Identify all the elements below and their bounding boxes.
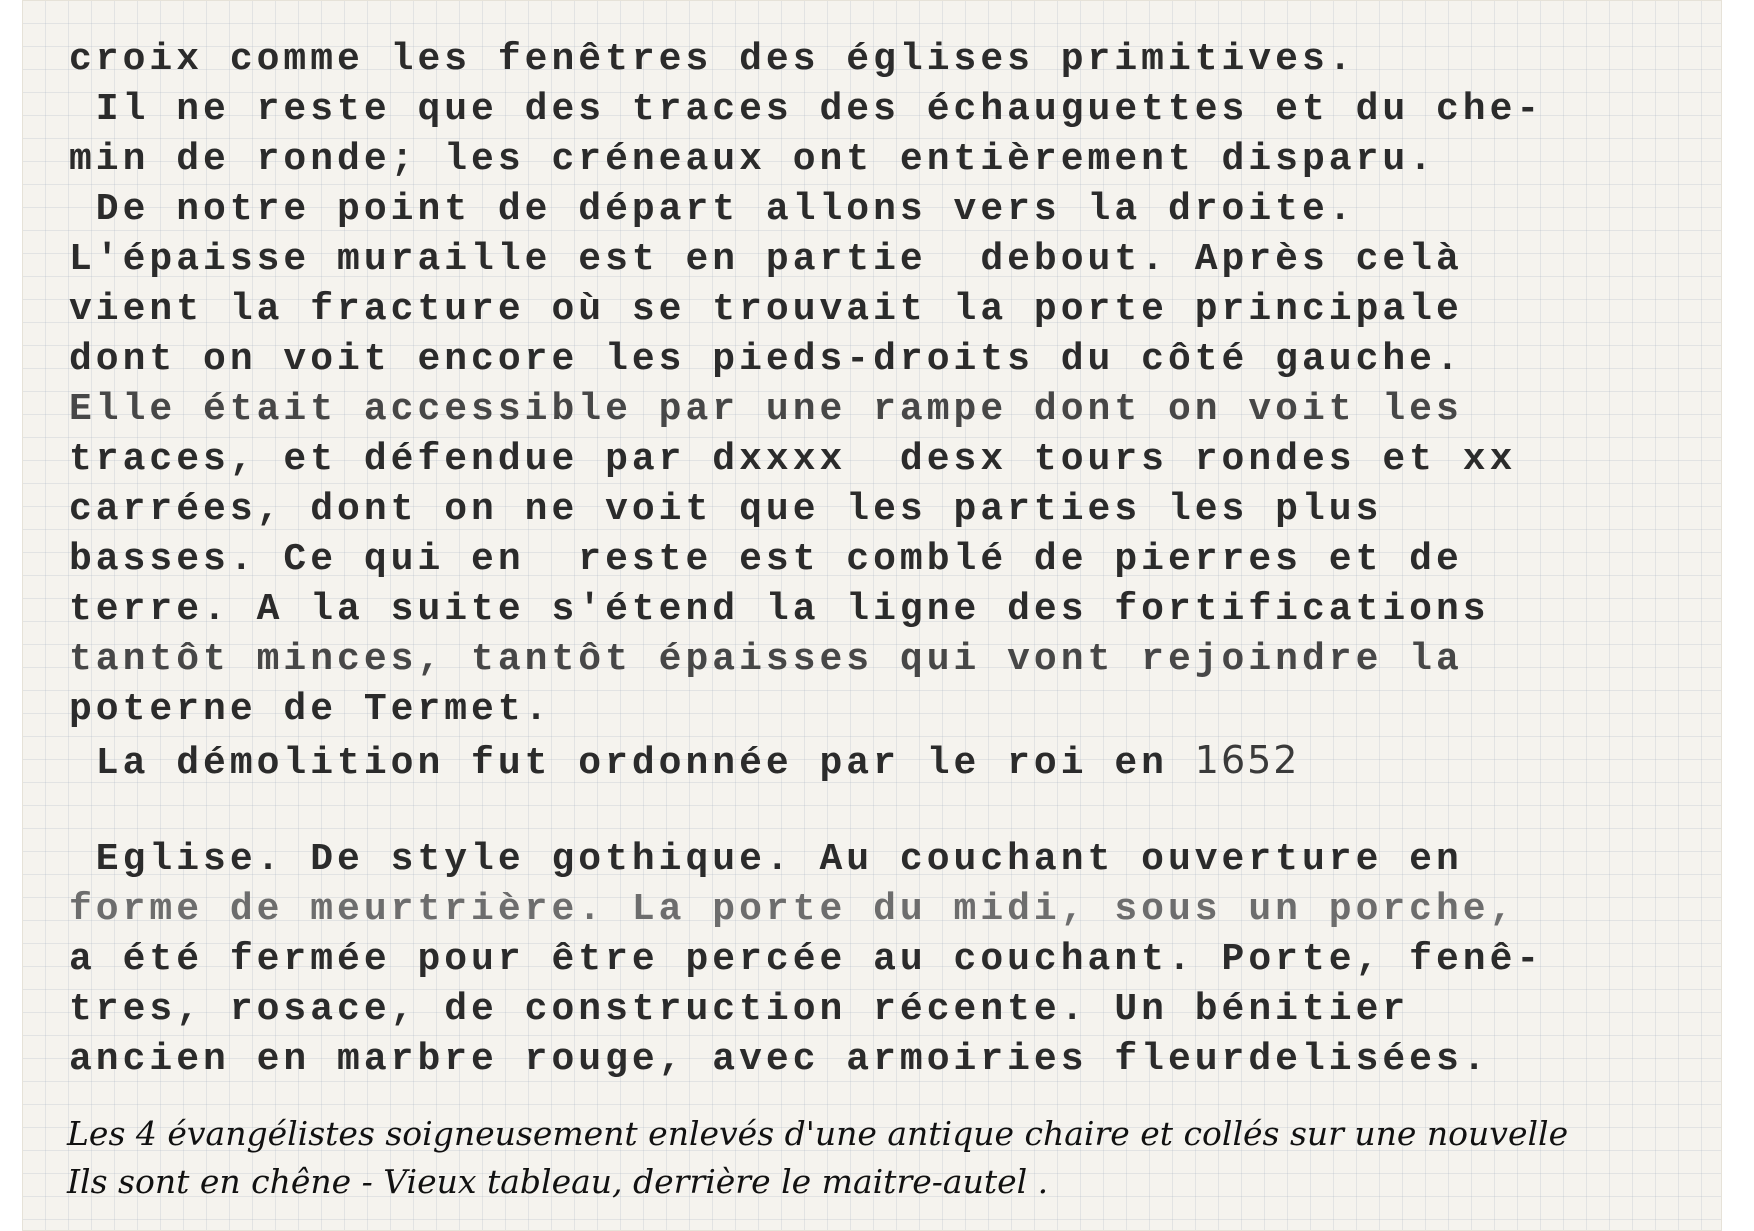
typed-line-18: forme de meurtrière. La porte du midi, sous un porche, — [69, 888, 1517, 931]
typed-line-12: terre. A la suite s'étend la ligne des fortifications — [69, 588, 1490, 631]
handwritten-note-2: Ils sont en chêne - Vieux tableau, derrière le maitre-autel . — [67, 1162, 1049, 1201]
typed-line-2: Il ne reste que des traces des échauguettes et du che- — [69, 88, 1544, 131]
typed-line-1: croix comme les fenêtres des églises primitives. — [69, 38, 1356, 81]
typewritten-page — [22, 0, 1722, 1231]
typed-text-block — [69, 38, 1544, 1081]
handwritten-year: 1652 — [1194, 738, 1300, 782]
typed-line-4: De notre point de départ allons vers la droite. — [69, 188, 1356, 231]
typed-line-19: a été fermée pour être percée au couchant. Porte, fenê- — [69, 938, 1544, 981]
typed-line-15 — [69, 738, 1299, 785]
typed-line-20: tres, rosace, de construction récente. Un bénitier — [69, 988, 1410, 1031]
typed-line-13: tantôt minces, tantôt épaisses qui vont rejoindre la — [69, 638, 1463, 681]
typed-line-11: basses. Ce qui en reste est comblé de pierres et de — [69, 538, 1463, 581]
typed-line-14: poterne de Termet. — [69, 688, 552, 731]
handwritten-note-1: Les 4 évangélistes soigneusement enlevés d'une antique chaire et collés sur une nouvelle — [67, 1114, 1569, 1153]
typed-line-9: traces, et défendue par dxxxx desx tours rondes et xx — [69, 438, 1517, 481]
typed-line-8: Elle était accessible par une rampe dont on voit les — [69, 388, 1463, 431]
typed-line-7: dont on voit encore les pieds-droits du côté gauche. — [69, 338, 1463, 381]
typed-line-17: Eglise. De style gothique. Au couchant ouverture en — [69, 838, 1463, 881]
typed-line-10: carrées, dont on ne voit que les parties les plus — [69, 488, 1383, 531]
typed-line-15-text: La démolition fut ordonnée par le roi en — [69, 742, 1195, 785]
typed-line-21: ancien en marbre rouge, avec armoiries fleurdelisées. — [69, 1038, 1490, 1081]
typed-line-6: vient la fracture où se trouvait la porte principale — [69, 288, 1463, 331]
typed-line-3: min de ronde; les créneaux ont entièrement disparu. — [69, 138, 1436, 181]
typed-line-5: L'épaisse muraille est en partie debout. Après celà — [69, 238, 1463, 281]
